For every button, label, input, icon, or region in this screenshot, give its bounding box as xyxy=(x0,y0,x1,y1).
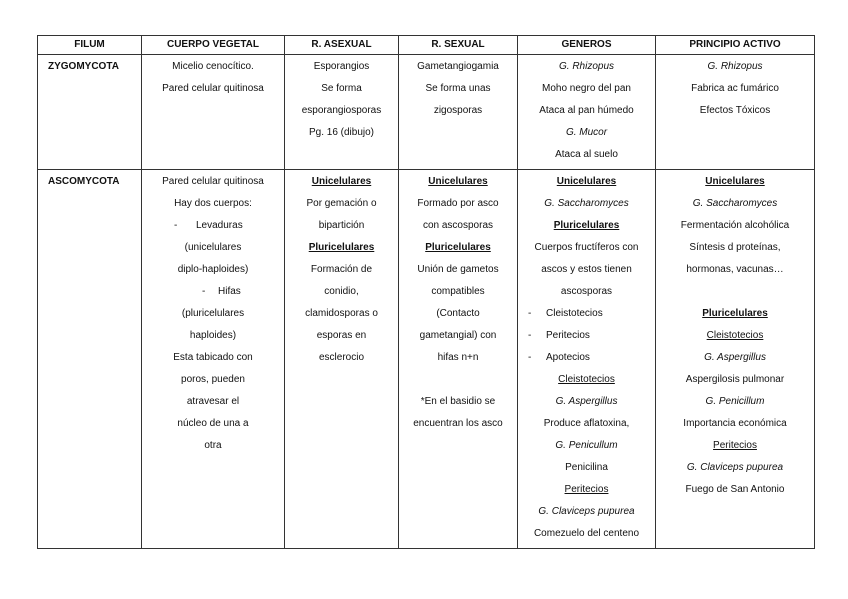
header-filum: FILUM xyxy=(38,36,142,55)
cell-line: esporangiosporas xyxy=(301,105,382,116)
section-heading: Pluricelulares xyxy=(702,308,768,319)
cell-line: Pared celular quitinosa xyxy=(162,176,264,187)
bullet-text: Cleistotecios xyxy=(546,308,603,319)
cell-line: (pluricelulares xyxy=(181,308,245,319)
cell-line: Cuerpos fructíferos con xyxy=(534,242,639,253)
cell-line: Pg. 16 (dibujo) xyxy=(308,127,375,138)
asco-cuerpo-cell xyxy=(142,170,285,549)
header-generos: GENEROS xyxy=(518,36,656,55)
blank-line xyxy=(399,369,517,391)
header-r-sexual: R. SEXUAL xyxy=(399,36,518,55)
asco-principio-cell xyxy=(656,170,815,549)
genus-name: G. Aspergillus xyxy=(555,396,618,407)
section-heading: Unicelulares xyxy=(556,176,617,187)
cell-line: esporas en xyxy=(316,330,367,341)
cell-line: Micelio cenocítico. xyxy=(172,61,254,72)
cell-line: Fabrica ac fumárico xyxy=(691,83,779,94)
zygo-generos-cell xyxy=(518,55,656,170)
cell-line: Fermentación alcohólica xyxy=(680,220,790,231)
cell-line: Gametangiogamia xyxy=(417,61,499,72)
bullet-text: Peritecios xyxy=(546,330,590,341)
bullet-item: - Hifas xyxy=(202,286,241,297)
asco-asexual-cell xyxy=(285,170,399,549)
header-principio-activo: PRINCIPIO ACTIVO xyxy=(656,36,815,55)
genus-name: G. Saccharomyces xyxy=(692,198,778,209)
cell-line: (Contacto xyxy=(436,308,480,319)
cell-line: gametangial) con xyxy=(419,330,497,341)
genus-name: G. Claviceps pupurea xyxy=(538,506,635,517)
bullet-item: - Apotecios xyxy=(528,352,590,363)
cell-line: Importancia económica xyxy=(683,418,787,429)
genus-name: G. Rhizopus xyxy=(707,61,763,72)
bullet-item: - Cleistotecios xyxy=(528,308,603,319)
cell-line: Esta tabicado con xyxy=(173,352,253,363)
header-cuerpo-vegetal: CUERPO VEGETAL xyxy=(142,36,285,55)
cell-line: núcleo de una a xyxy=(177,418,249,429)
zygo-cuerpo-cell xyxy=(142,55,285,170)
cell-line: conidio, xyxy=(324,286,359,297)
cell-line: Ataca al suelo xyxy=(555,149,618,160)
section-heading: Unicelulares xyxy=(428,176,488,187)
section-heading: Pluricelulares xyxy=(553,220,620,231)
cell-line: *En el basidio se xyxy=(420,396,496,407)
cell-line: atravesar el xyxy=(186,396,240,407)
cell-line: Síntesis d proteínas, xyxy=(689,242,781,253)
cell-line: encuentran los asco xyxy=(413,418,503,429)
bullet-text: Apotecios xyxy=(546,352,590,363)
cell-line: Hay dos cuerpos: xyxy=(174,198,252,209)
genus-name: G. Aspergillus xyxy=(704,352,766,363)
cell-line: Formado por asco xyxy=(417,198,499,209)
zygo-principio-cell xyxy=(656,55,815,170)
cell-line: Pared celular quitinosa xyxy=(162,83,264,94)
section-heading: Unicelulares xyxy=(311,176,372,187)
cell-line: Fuego de San Antonio xyxy=(685,484,785,495)
bullet-text: Levaduras xyxy=(196,220,243,231)
header-r-asexual: R. ASEXUAL xyxy=(285,36,399,55)
filum-name: ZYGOMYCOTA xyxy=(48,61,119,72)
bullet-item: - Peritecios xyxy=(528,330,590,341)
cell-line: Ataca al pan húmedo xyxy=(539,105,634,116)
cell-line: Por gemación o xyxy=(306,198,377,209)
blank-line xyxy=(656,281,814,303)
table-row-ascomycota xyxy=(38,170,815,549)
asco-generos-cell xyxy=(518,170,656,549)
cell-line: Se forma unas xyxy=(425,83,491,94)
cell-line: (unicelulares xyxy=(184,242,242,253)
cell-line: Efectos Tóxicos xyxy=(699,105,771,116)
section-heading: Pluricelulares xyxy=(425,242,491,253)
subheading: Cleistotecios xyxy=(558,374,615,385)
cell-line: Unión de gametos xyxy=(417,264,499,275)
cell-line: ascosporas xyxy=(560,286,613,297)
cell-line: Moho negro del pan xyxy=(542,83,631,94)
asco-sexual-cell xyxy=(399,170,518,549)
cell-line: diplo-haploides) xyxy=(177,264,249,275)
cell-line: haploides) xyxy=(189,330,237,341)
genus-name: G. Rhizopus xyxy=(558,61,615,72)
genus-name: G. Penicullum xyxy=(555,440,618,451)
cell-line: Produce aflatoxina, xyxy=(543,418,630,429)
genus-name: G. Mucor xyxy=(565,127,608,138)
bullet-item: - Levaduras xyxy=(174,220,243,231)
header-row xyxy=(38,36,815,55)
zygo-asexual-cell xyxy=(285,55,399,170)
cell-line: Se forma xyxy=(321,83,362,94)
cell-line: Esporangios xyxy=(313,61,370,72)
cell-line: hifas n+n xyxy=(437,352,479,363)
cell-line: clamidosporas o xyxy=(305,308,378,319)
cell-line: zigosporas xyxy=(433,105,483,116)
asco-filum-cell xyxy=(38,170,142,549)
cell-line: Aspergilosis pulmonar xyxy=(685,374,785,385)
section-heading: Unicelulares xyxy=(705,176,765,187)
cell-line: compatibles xyxy=(431,286,485,297)
cell-line: Penicilina xyxy=(565,462,608,473)
subheading: Peritecios xyxy=(713,440,757,451)
zygo-sexual-cell xyxy=(399,55,518,170)
cell-line: con ascosporas xyxy=(422,220,494,231)
cell-line: Formación de xyxy=(310,264,373,275)
bullet-text: Hifas xyxy=(218,286,241,297)
genus-name: G. Claviceps pupurea xyxy=(686,462,784,473)
fungi-table xyxy=(37,35,815,549)
cell-line: poros, pueden xyxy=(181,374,245,385)
filum-name: ASCOMYCOTA xyxy=(48,176,120,187)
table-row-zygomycota xyxy=(38,55,815,170)
cell-line: esclerocio xyxy=(318,352,365,363)
cell-line: Comezuelo del centeno xyxy=(533,528,640,539)
cell-line: hormonas, vacunas… xyxy=(686,264,784,275)
cell-line: ascos y estos tienen xyxy=(541,264,632,275)
section-heading: Pluricelulares xyxy=(308,242,375,253)
cell-line: otra xyxy=(204,440,222,451)
subheading: Peritecios xyxy=(564,484,609,495)
cell-line: bipartición xyxy=(318,220,365,231)
zygo-filum-cell xyxy=(38,55,142,170)
genus-name: G. Saccharomyces xyxy=(544,198,629,209)
genus-name: G. Penicillum xyxy=(705,396,765,407)
subheading: Cleistotecios xyxy=(706,330,764,341)
